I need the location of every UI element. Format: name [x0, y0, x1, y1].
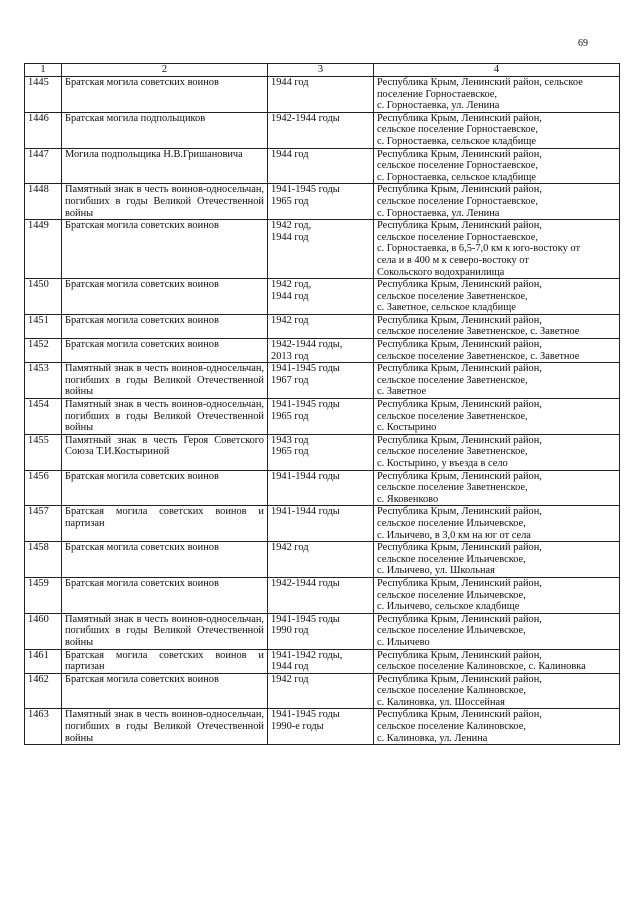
record-number: 1449: [25, 220, 62, 279]
monument-location: Республика Крым, Ленинский район, сельское поселение Ильичевское, с. Ильичево, ул. Школьная: [374, 542, 620, 578]
table-body: [25, 77, 620, 745]
monument-name: Братская могила советских воинов: [62, 220, 268, 279]
monument-name: Памятный знак в честь Героя Советского Союза Т.И.Костыриной: [62, 434, 268, 470]
table-row: [25, 339, 620, 363]
monument-name: Братская могила подпольщиков: [62, 112, 268, 148]
monument-location: Республика Крым, Ленинский район, сельское поселение Заветненское, с. Костырино: [374, 399, 620, 435]
table-header-row: [25, 64, 620, 77]
record-number: 1458: [25, 542, 62, 578]
monument-location: Республика Крым, Ленинский район, сельское поселение Ильичевское, с. Ильичево, в 3,0 км на юг от села: [374, 506, 620, 542]
monument-name: Памятный знак в честь воинов-односельчан, погибших в годы Великой Отечественной войны: [62, 613, 268, 649]
table-row: [25, 709, 620, 745]
column-header: 1: [25, 64, 62, 77]
record-number: 1457: [25, 506, 62, 542]
monument-location: Республика Крым, Ленинский район, сельское поселение Горностаевское, с. Горностаевка, сельское кладбище: [374, 148, 620, 184]
table-row: [25, 77, 620, 113]
monument-dates: 1941-1942 годы, 1944 год: [268, 649, 374, 673]
monument-location: Республика Крым, Ленинский район, сельское поселение Заветненское, с. Заветное: [374, 363, 620, 399]
monument-dates: 1944 год: [268, 77, 374, 113]
monument-dates: 1942 год: [268, 314, 374, 338]
monument-name: Памятный знак в честь воинов-односельчан, погибших в годы Великой Отечественной войны: [62, 709, 268, 745]
monuments-table: [24, 63, 620, 745]
table-row: [25, 112, 620, 148]
monument-dates: 1942-1944 годы: [268, 577, 374, 613]
monument-location: Республика Крым, Ленинский район, сельское поселение Горностаевское, с. Горностаевка, ул. Ленина: [374, 77, 620, 113]
column-header: 2: [62, 64, 268, 77]
monument-name: Братская могила советских воинов: [62, 77, 268, 113]
table-row: [25, 542, 620, 578]
record-number: 1445: [25, 77, 62, 113]
monument-name: Братская могила советских воинов: [62, 673, 268, 709]
record-number: 1452: [25, 339, 62, 363]
monument-dates: 1942-1944 годы, 2013 год: [268, 339, 374, 363]
monument-dates: 1941-1945 годы 1965 год: [268, 399, 374, 435]
monument-dates: 1944 год: [268, 148, 374, 184]
monument-dates: 1943 год 1965 год: [268, 434, 374, 470]
table-row: [25, 220, 620, 279]
record-number: 1455: [25, 434, 62, 470]
record-number: 1447: [25, 148, 62, 184]
table-row: [25, 314, 620, 338]
table-row: [25, 399, 620, 435]
monument-name: Памятный знак в честь воинов-односельчан, погибших в годы Великой Отечественной войны: [62, 399, 268, 435]
monument-location: Республика Крым, Ленинский район, сельское поселение Калиновское, с. Калиновка: [374, 649, 620, 673]
record-number: 1454: [25, 399, 62, 435]
monument-dates: 1941-1945 годы 1990-е годы: [268, 709, 374, 745]
monument-dates: 1941-1945 годы 1967 год: [268, 363, 374, 399]
monument-location: Республика Крым, Ленинский район, сельское поселение Горностаевское, с. Горностаевка, сельское кладбище: [374, 112, 620, 148]
monument-name: Братская могила советских воинов: [62, 279, 268, 315]
monument-name: Братская могила советских воинов: [62, 314, 268, 338]
monument-location: Республика Крым, Ленинский район, сельское поселение Горностаевское, с. Горностаевка, ул. Ленина: [374, 184, 620, 220]
monument-location: Республика Крым, Ленинский район, сельское поселение Горностаевское, с. Горностаевка, в 6,5-7,0 км к юго-востоку от села и в 400 м к северо-востоку от Сокольского водохранилища: [374, 220, 620, 279]
monument-location: Республика Крым, Ленинский район, сельское поселение Ильичевское, с. Ильичево: [374, 613, 620, 649]
monument-location: Республика Крым, Ленинский район, сельское поселение Заветненское, с. Заветное: [374, 314, 620, 338]
monument-dates: 1942 год, 1944 год: [268, 220, 374, 279]
monument-location: Республика Крым, Ленинский район, сельское поселение Заветненское, с. Яковенково: [374, 470, 620, 506]
table-row: [25, 363, 620, 399]
table-row: [25, 470, 620, 506]
monument-location: Республика Крым, Ленинский район, сельское поселение Калиновское, с. Калиновка, ул. Шоссейная: [374, 673, 620, 709]
record-number: 1462: [25, 673, 62, 709]
table-row: [25, 506, 620, 542]
table-row: [25, 613, 620, 649]
monument-dates: 1941-1945 годы 1965 год: [268, 184, 374, 220]
record-number: 1461: [25, 649, 62, 673]
monument-name: Братская могила советских воинов: [62, 577, 268, 613]
page-number: 69: [578, 38, 588, 49]
monument-dates: 1941-1944 годы: [268, 506, 374, 542]
monument-name: Братская могила советских воинов и партизан: [62, 506, 268, 542]
monument-dates: 1942 год: [268, 673, 374, 709]
monument-dates: 1942 год, 1944 год: [268, 279, 374, 315]
monument-name: Братская могила советских воинов: [62, 470, 268, 506]
record-number: 1456: [25, 470, 62, 506]
monument-location: Республика Крым, Ленинский район, сельское поселение Заветненское, с. Костырино, у въезда в село: [374, 434, 620, 470]
monument-name: Братская могила советских воинов и партизан: [62, 649, 268, 673]
record-number: 1446: [25, 112, 62, 148]
table-row: [25, 673, 620, 709]
record-number: 1450: [25, 279, 62, 315]
monument-location: Республика Крым, Ленинский район, сельское поселение Заветненское, с. Заветное, сельское кладбище: [374, 279, 620, 315]
table-row: [25, 649, 620, 673]
monument-name: Памятный знак в честь воинов-односельчан, погибших в годы Великой Отечественной войны: [62, 184, 268, 220]
table-row: [25, 184, 620, 220]
column-header: 3: [268, 64, 374, 77]
monument-location: Республика Крым, Ленинский район, сельское поселение Ильичевское, с. Ильичево, сельское кладбище: [374, 577, 620, 613]
table-row: [25, 148, 620, 184]
record-number: 1451: [25, 314, 62, 338]
monument-dates: 1941-1944 годы: [268, 470, 374, 506]
record-number: 1459: [25, 577, 62, 613]
record-number: 1448: [25, 184, 62, 220]
monument-name: Памятный знак в честь воинов-односельчан, погибших в годы Великой Отечественной войны: [62, 363, 268, 399]
record-number: 1453: [25, 363, 62, 399]
monument-dates: 1941-1945 годы 1990 год: [268, 613, 374, 649]
table-row: [25, 577, 620, 613]
monument-location: Республика Крым, Ленинский район, сельское поселение Калиновское, с. Калиновка, ул. Ленина: [374, 709, 620, 745]
monument-dates: 1942 год: [268, 542, 374, 578]
monument-name: Братская могила советских воинов: [62, 542, 268, 578]
table-row: [25, 434, 620, 470]
monument-name: Могила подпольщика Н.В.Гришановича: [62, 148, 268, 184]
monument-location: Республика Крым, Ленинский район, сельское поселение Заветненское, с. Заветное: [374, 339, 620, 363]
record-number: 1460: [25, 613, 62, 649]
monument-dates: 1942-1944 годы: [268, 112, 374, 148]
record-number: 1463: [25, 709, 62, 745]
monument-name: Братская могила советских воинов: [62, 339, 268, 363]
column-header: 4: [374, 64, 620, 77]
table-row: [25, 279, 620, 315]
